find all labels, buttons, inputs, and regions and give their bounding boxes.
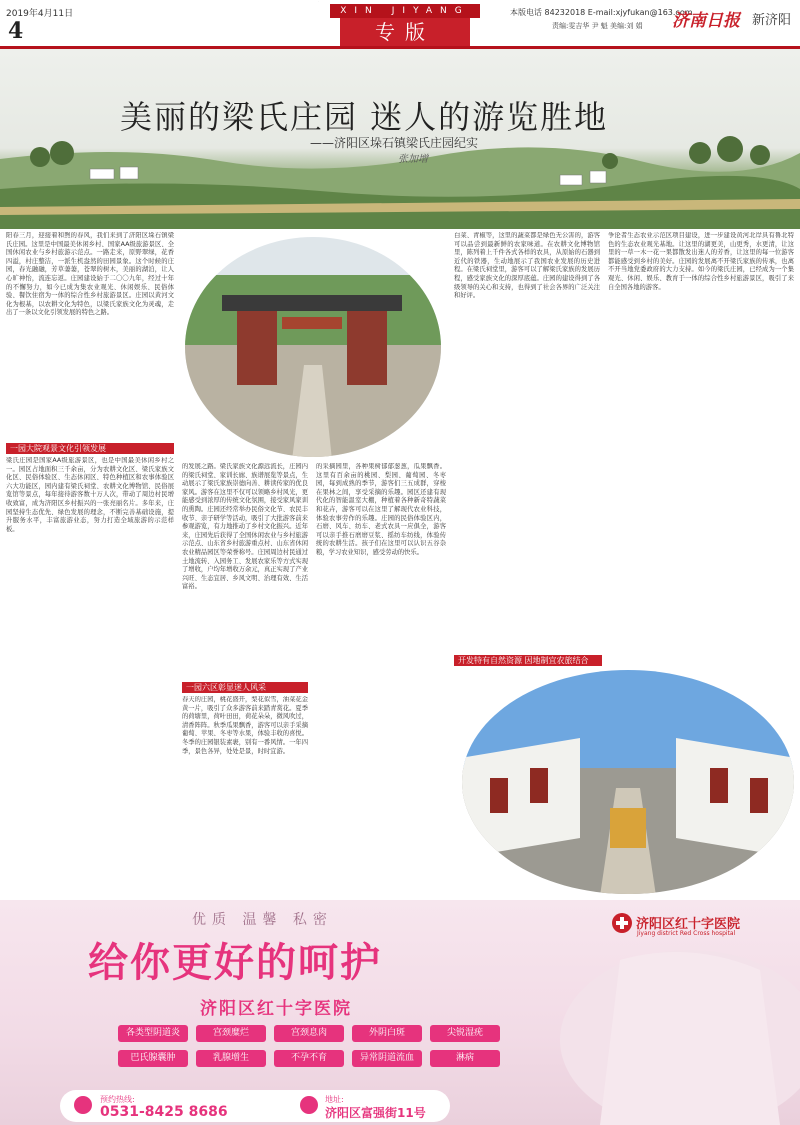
- ad-headline: 给你更好的呵护: [88, 939, 382, 986]
- photo-village-gate: [182, 235, 444, 460]
- service-pill: 外阴白斑: [352, 1025, 422, 1042]
- phone-icon: [74, 1096, 92, 1114]
- text-column-3b: [318, 1, 319, 2]
- service-pill: 各类型阴道炎: [118, 1025, 188, 1042]
- ad-hospital-name: 济阳区红十字医院: [200, 999, 352, 1019]
- text-column-4: 白菜、青椒等，这里的蔬菜都是绿色无公害的，游客可以品尝到最新鲜的农家味道。在农耕文化博物馆里，陈列着上千件各式各样的农具，从原始的石器到近代的铁器，生动地展示了我国农业发展的历史进程。在梁氏祠堂里，游客可以了解梁氏家族的发展历程，感受家族文化的深厚底蕴。庄园的建设得到了各级领导的关心和支持，也得到了社会各界的广泛关注和好评。: [454, 232, 600, 300]
- edition-jiyang: JIYANG: [391, 6, 470, 16]
- issue-date: 2019年4月11日: [6, 9, 74, 19]
- editor-credits: 责编:雯吉华 尹 魁 美编:刘 娟: [552, 22, 643, 30]
- text-column-1: 阳春三月，迎接着和煦的春风，我们来到了济阳区垛石镇梁氏庄园。这里是中国最美休闲乡村、国家AA级旅游景区、全国休闲农业与乡村旅游示范点。一路走来，原野翠绿，花香四溢，村庄整洁，一派生机盎然的田园景象。这个时候的庄园，春光融融，芳草萋萋，苍翠的树木，美丽的湖泊，让人心旷神怡，流连忘返。庄园建设始于二〇〇九年，经过十年的不懈努力，如今已成为集农业观光、休闲娱乐、民俗体验、餐饮住宿为一体的综合性乡村旅游景区。庄园以黄河文化为根基，以农耕文化为特色，以梁氏家族文化为灵魂，走出了一条以文化引领发展的特色之路。: [6, 232, 174, 317]
- section-heading-1: 一园大院观景文化引领发展: [6, 443, 174, 454]
- location-icon: [300, 1096, 318, 1114]
- service-pill: 异常阴道流血: [352, 1050, 422, 1067]
- text-column-2b: 春天的庄园，桃花盛开，梨花似雪，油菜花金黄一片，吸引了众多游客前来踏青赏花。夏季的荷塘里，荷叶田田，荷花朵朵，微风吹过，清香阵阵。秋季瓜果飘香，游客可以亲手采摘葡萄、苹果、冬枣等水果，体验丰收的喜悦。冬季的庄园银装素裹，别有一番风情。一年四季，景色各异，处处是景，时时宜游。: [182, 696, 308, 755]
- service-pill: 宫颈糜烂: [196, 1025, 266, 1042]
- edition-xin: XIN: [340, 6, 380, 16]
- newspaper-logo: 济南日报: [672, 11, 740, 31]
- section-heading-3: 开发特有自然资源 因地制宜农旅结合: [454, 655, 602, 666]
- ad-tagline: 优质 温馨 私密: [192, 912, 333, 928]
- article-author: 张加增: [398, 154, 428, 165]
- text-column-1b: 梁氏庄园是国家AA级旅游景区，也是中国最美休闲乡村之一。园区占地面积三千余亩，分为农耕文化区、梁氏家族文化区、民俗体验区、生态休闲区、特色种植区和农事体验区六大功能区，园内建有梁氏祠堂、农耕文化博物馆、民俗展览馆等景点，每年接待游客数十万人次，带动了周边村民增收致富，成为济阳区乡村振兴的一张亮丽名片。多年来，庄园坚持生态优先、绿色发展的理念，不断完善基础设施，提升服务水平，丰富旅游业态，努力打造全域旅游的示范样板。: [6, 457, 174, 533]
- phone-label: 预约热线:: [100, 1095, 135, 1104]
- text-column-5: 争论者生态农业示范区项目建设，进一步建设黄河北岸具有鲁北特色的生态农业观光基地。让这里的湖更美，山更秀，水更清，让这里的一草一木一花一果都散发出迷人的芳香，让这里的每一位游客都能感受到乡村的美好。庄园的发展离不开梁氏家族的传承，也离不开当地党委政府的大力支持。如今的梁氏庄园，已经成为一个集观光、休闲、娱乐、教育于一体的综合性乡村旅游景区，吸引了来自全国各地的游客。: [608, 232, 794, 291]
- page-number: 4: [8, 18, 24, 44]
- section-heading-2: 一园六区彰显迷人风采: [182, 682, 308, 693]
- red-cross-icon: [612, 913, 632, 933]
- service-pill: 淋病: [430, 1050, 500, 1067]
- address-label: 地址:: [325, 1095, 344, 1104]
- edition-strip: [330, 4, 480, 18]
- cross-glyph: [612, 913, 632, 933]
- service-pill: 乳腺增生: [196, 1050, 266, 1067]
- ad-logo-name: 济阳区红十字医院: [636, 917, 741, 932]
- photo-courtyard: [460, 668, 796, 896]
- contact-info: 本版电话 84232018 E-mail:xjyfukan@163.com: [510, 8, 693, 17]
- service-pill: 宫颈息肉: [274, 1025, 344, 1042]
- courtyard-photo-illustration: [460, 668, 796, 896]
- gate-photo-illustration: [182, 235, 444, 460]
- section-banner: 专版: [340, 18, 470, 46]
- service-pill: 不孕不育: [274, 1050, 344, 1067]
- phone-number: 0531-8425 8686: [100, 1104, 228, 1120]
- article-subtitle: ——济阳区垛石镇梁氏庄园纪实: [310, 136, 479, 150]
- ad-logo-english: Jiyang district Red Cross hospital: [637, 930, 736, 937]
- service-pill: 尖锐湿疣: [430, 1025, 500, 1042]
- text-column-2: 的发展之路。梁氏家族文化源远流长，庄园内的梁氏祠堂、家训长廊、族谱展览等景点，生动展示了梁氏家族崇德向善、耕读传家的优良家风。游客在这里不仅可以领略乡村风光，更能感受到浓厚的传统文化氛围，接受家风家训的熏陶。庄园还经常举办民俗文化节、农民丰收节、亲子研学等活动，吸引了大批游客前来参观游览，有力地推动了乡村文化振兴。近年来，庄园先后获得了全国休闲农业与乡村旅游示范点、山东省乡村旅游重点村、山东省休闲农业精品园区等荣誉称号。庄园周边村民通过土地流转、入园务工、发展农家乐等方式实现了增收，户均年增收万余元，真正实现了产业兴旺、生态宜居、乡风文明、治理有效、生活富裕。: [182, 463, 308, 591]
- text-column-3: 的采摘园里，各种果树郁郁葱葱，瓜果飘香。这里有百余亩的桃园、梨园、葡萄园、冬枣园，每到成熟的季节，游客们三五成群，穿梭在果林之间，享受采摘的乐趣。园区还建有现代化的智能温室大棚，种植着各种新奇特蔬菜和花卉，游客可以在这里了解现代农业科技，体验农事劳作的乐趣。庄园的民俗体验区内，石磨、风车、纺车、老式农具一应俱全，游客可以亲手推石磨磨豆浆、摇纺车纺线，体验传统的农耕生活。孩子们在这里可以认识五谷杂粮，学习农业知识，感受劳动的快乐。: [316, 463, 446, 556]
- address-value: 济阳区富强街11号: [325, 1106, 426, 1120]
- article-title: 美丽的梁氏庄园 迷人的游览胜地: [120, 98, 609, 136]
- service-pill: 巴氏腺囊肿: [118, 1050, 188, 1067]
- newspaper-logo-sub: 新济阳: [752, 13, 792, 28]
